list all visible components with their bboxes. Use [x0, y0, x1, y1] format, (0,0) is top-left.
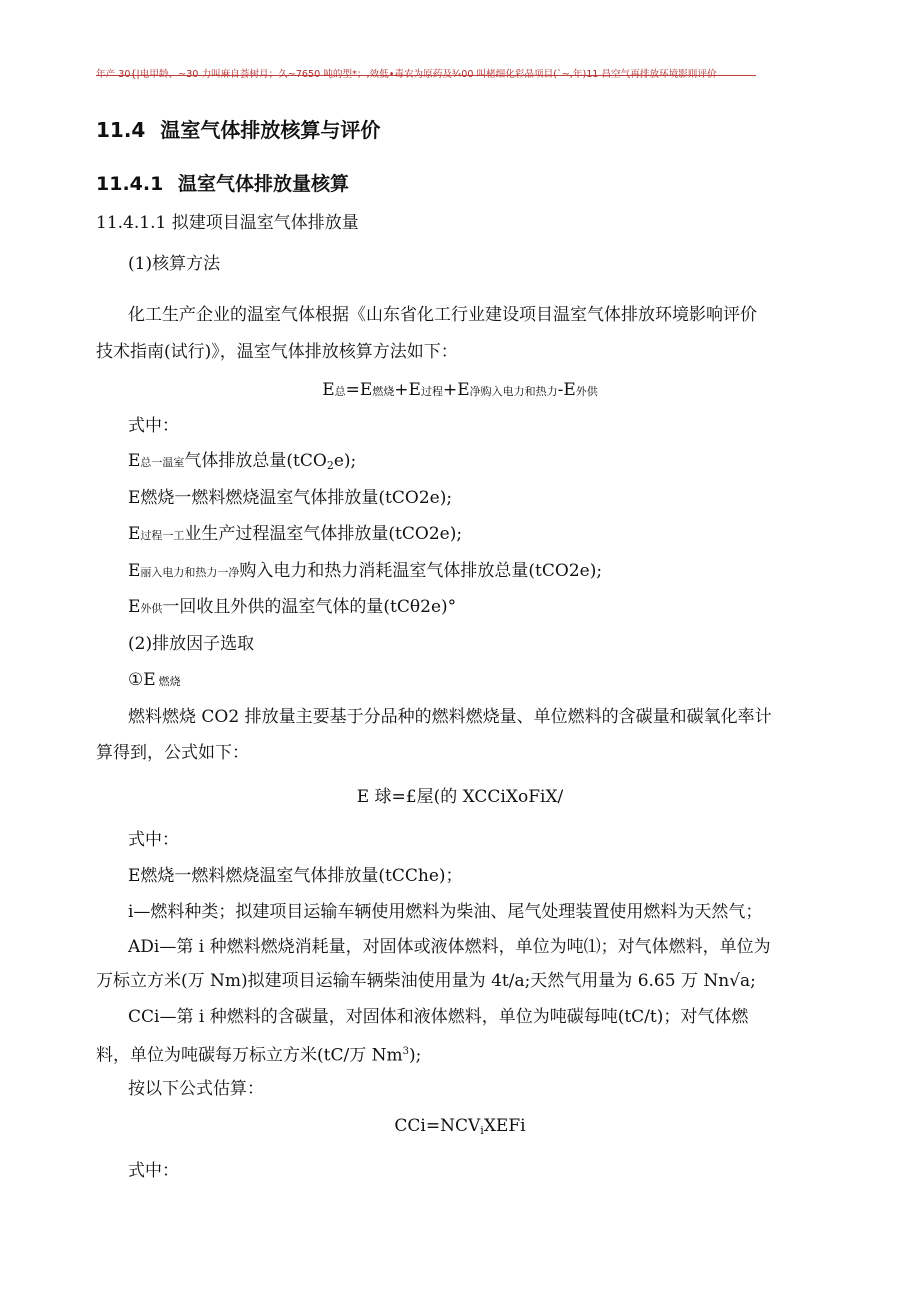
formula-total-sub-total: 总 [334, 385, 346, 398]
formula-total-plus-3: +E [442, 380, 470, 400]
def-adi-line-1: ADi—第 i 种燃料燃烧消耗量，对固体或液体燃料，单位为吨⑴；对气体燃料，单位为 [128, 937, 771, 957]
estimate-label: 按以下公式估算： [128, 1079, 264, 1099]
formula-burn: E 球=£屋(的 XCCiXoFiX/ [356, 787, 564, 807]
def-e-supply-subscript: 外供 [140, 602, 163, 615]
def-cci-line-2 [96, 1040, 421, 1068]
formula-total-sub-supply: 外供 [575, 385, 598, 398]
def-fuel-type: i—燃料种类；拟建项目运输车辆使用燃料为柴油、尾气处理装置使用燃料为天然气； [128, 902, 763, 922]
formula-total-sub-purchase: 净购入电力和热力 [469, 385, 558, 398]
factor-heading: (2)排放因子选取 [128, 634, 255, 654]
formula-cci-right: XEFi [483, 1116, 526, 1136]
formula-total-sub-burn: 燃烧 [372, 385, 395, 398]
def-e-total-end: e); [333, 451, 357, 471]
item-e-burn-symbol: ①E [128, 670, 156, 690]
subsection-heading [96, 170, 349, 198]
intro-line-2: 技术指南(试行)》，温室气体排放核算方法如下： [96, 342, 458, 362]
item-e-burn [128, 668, 181, 694]
where-label-2: 式中： [128, 830, 179, 850]
intro-line-1: 化工生产企业的温室气体根据《山东省化工行业建设项目温室气体排放环境影响评价 [128, 305, 757, 325]
section-title: 温室气体排放核算与评价 [160, 118, 381, 142]
def-e-process-text: 业生产过程温室气体排放量(tCO2e); [184, 524, 463, 544]
item-e-burn-subscript: 燃烧 [158, 675, 181, 688]
def-cci-line-2-end: ); [408, 1045, 422, 1066]
method-heading: (1)核算方法 [128, 254, 221, 274]
def-cci-line-2-text: 料，单位为吨碳每万标立方米(tC/万 Nm [96, 1045, 403, 1066]
subsection-number: 11.4.1 [96, 173, 164, 195]
formula-total [0, 378, 920, 404]
subsubsection-heading: 11.4.1.1 拟建项目温室气体排放量 [96, 213, 359, 233]
formula-cci [0, 1114, 920, 1143]
def-cci-line-2-sup: 3 [402, 1046, 409, 1057]
where-label: 式中： [128, 416, 179, 436]
fuel-para-line-1: 燃料燃烧 CO2 排放量主要基于分品种的燃料燃烧量、单位燃料的含碳量和碳氧化率计 [128, 707, 772, 727]
formula-total-plus-2: +E [394, 380, 421, 400]
def-e-total-subscript: 总一温室 [140, 456, 185, 469]
header-strikethrough-rule [96, 75, 756, 76]
def-e-total-symbol: E [128, 451, 141, 471]
def-e-supply-symbol: E [128, 597, 141, 617]
formula-cci-left: CCi=NCV [394, 1116, 481, 1136]
def-e-total-text: 气体排放总量(tCO [184, 451, 327, 471]
def-adi-line-2: 万标立方米(万 Nm)拟建项目运输车辆柴油使用量为 4t∕a;天然气用量为 6.65 万 Nn√a; [96, 971, 756, 991]
def-cci-line-1: CCi—第 i 种燃料的含碳量，对固体和液体燃料，单位为吨碳每吨(tC/t)；对气体燃 [128, 1007, 749, 1027]
def-e-process-symbol: E [128, 524, 141, 544]
def-e-total-sub-2: 2 [326, 459, 334, 472]
def-e-supply [128, 595, 456, 621]
subsection-title: 温室气体排放量核算 [177, 173, 349, 195]
section-heading [96, 116, 380, 144]
def-e-supply-text: 一回收且外供的温室气体的量(tCθ2e)° [162, 597, 457, 617]
formula-total-e: E [322, 380, 335, 400]
def-e-process-subscript: 过程一工 [140, 529, 185, 542]
def-e-purchase-subscript: 丽入电力和热力一净 [140, 566, 240, 579]
def-e-total [128, 449, 356, 478]
def-e-burn: E燃烧一燃料燃烧温室气体排放量(tCO2e); [128, 488, 453, 508]
where-label-3: 式中： [128, 1161, 179, 1181]
def-e-burn-2: E燃烧一燃料燃烧温室气体排放量(tCChe)； [128, 866, 463, 886]
def-e-process [128, 522, 462, 548]
def-e-purchase [128, 559, 602, 585]
def-e-purchase-symbol: E [128, 561, 141, 581]
def-e-purchase-text: 购入电力和热力消耗温室气体排放总量(tCO2e); [239, 561, 603, 581]
fuel-para-line-2: 算得到，公式如下： [96, 743, 249, 763]
formula-total-minus: -E [557, 380, 576, 400]
section-number: 11.4 [96, 118, 146, 142]
formula-total-plus-1: =E [345, 380, 373, 400]
formula-total-sub-process: 过程 [420, 385, 443, 398]
formula-cci-sub: i [480, 1124, 484, 1137]
